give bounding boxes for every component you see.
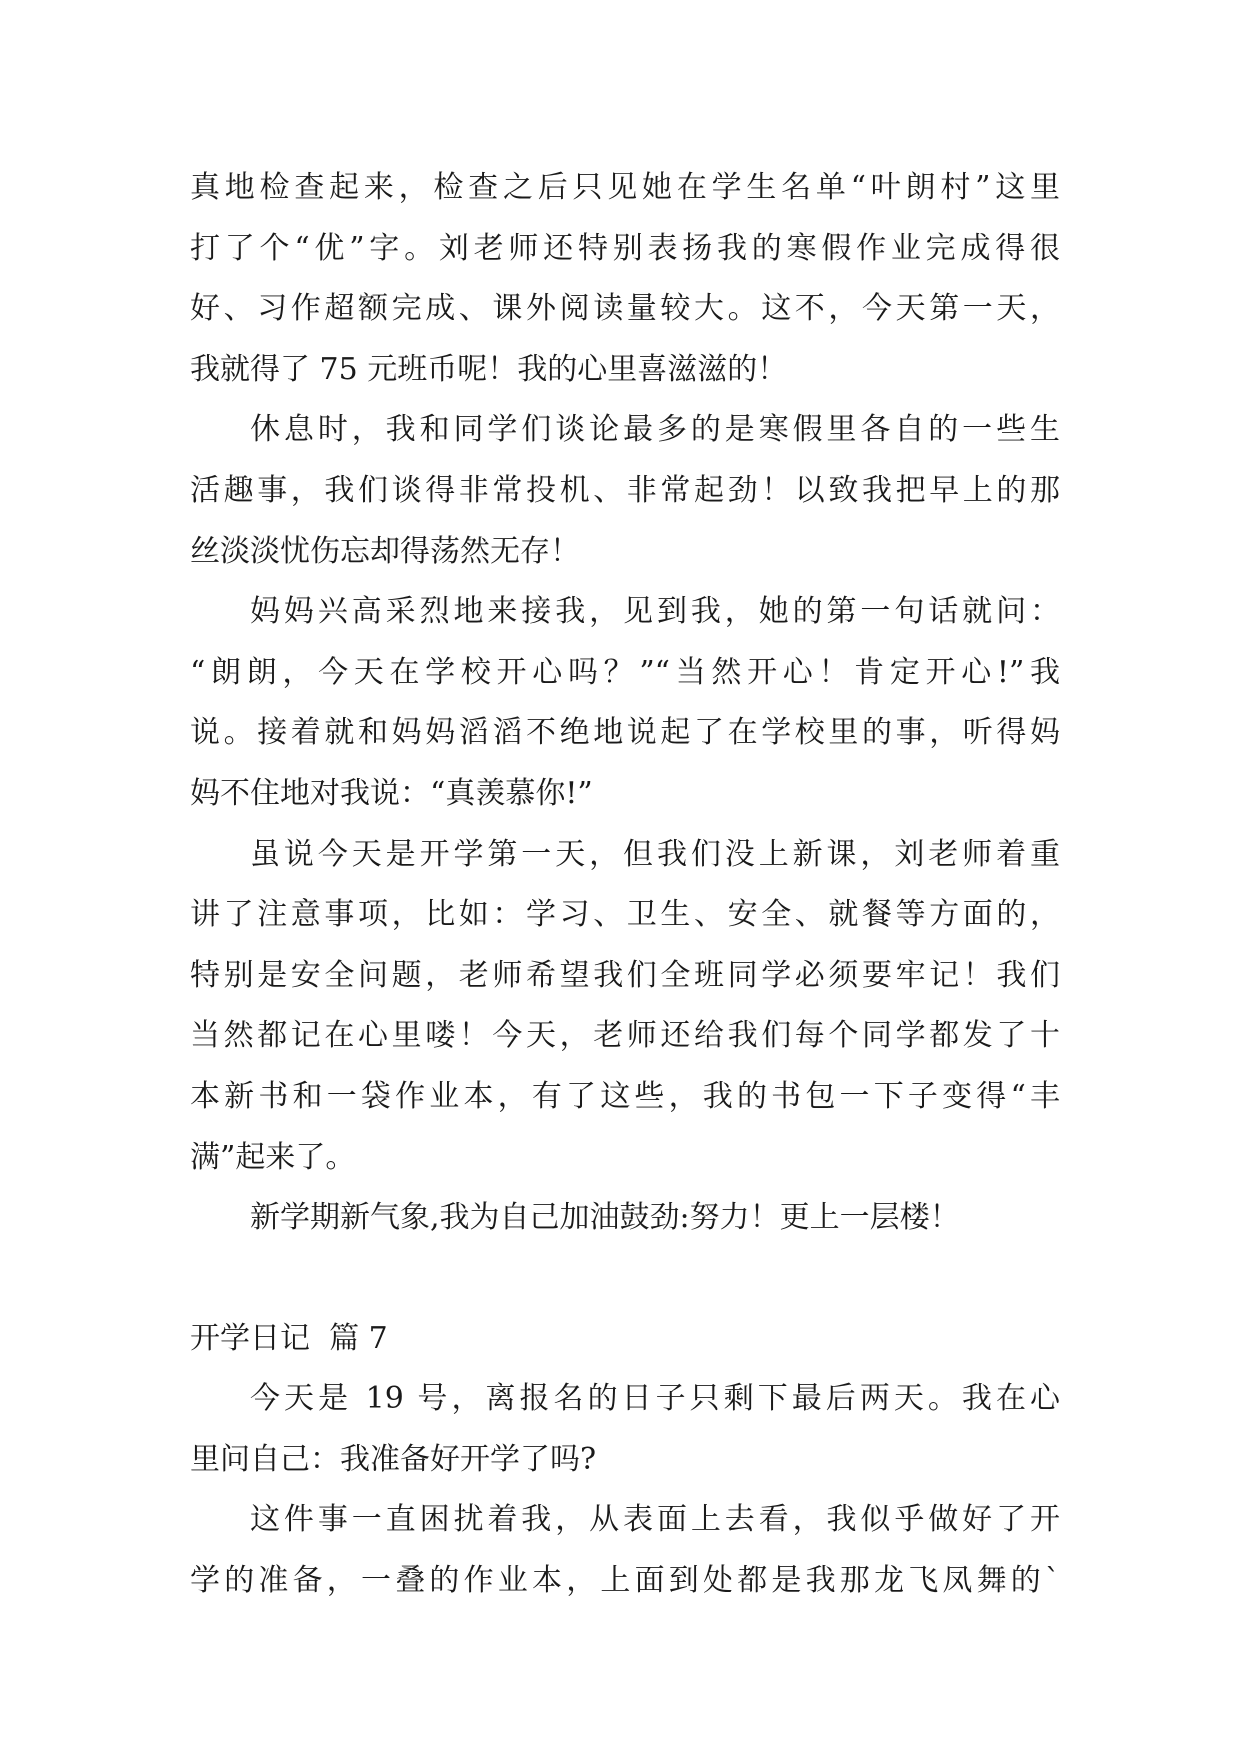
text-line: 打了个“优”字。刘老师还特别表扬我的寒假作业完成得很 [190, 230, 1060, 266]
text-line: 里问自己：我准备好开学了吗? [190, 1441, 597, 1477]
text-line: 今天是 19 号，离报名的日子只剩下最后两天。我在心 [250, 1381, 1060, 1417]
text-line: 新学期新气象,我为自己加油鼓劲:努力！更上一层楼！ [250, 1200, 960, 1236]
text-line: 妈不住地对我说：“真羡慕你!” [190, 775, 593, 811]
text-line: 说。接着就和妈妈滔滔不绝地说起了在学校里的事，听得妈 [190, 715, 1060, 751]
text-line: 讲了注意事项，比如：学习、卫生、安全、就餐等方面的， [190, 897, 1060, 933]
text-line: 活趣事，我们谈得非常投机、非常起劲！以致我把早上的那 [190, 472, 1060, 508]
paragraph [190, 158, 1060, 400]
paragraph [190, 1490, 1060, 1611]
text-line: 学的准备，一叠的作业本，上面到处都是我那龙飞凤舞的` [190, 1563, 1060, 1599]
text-line: 丝淡淡忧伤忘却得荡然无存！ [190, 533, 580, 569]
text-line: 满”起来了。 [190, 1139, 356, 1175]
paragraph [190, 1369, 1060, 1490]
text-line: 好、习作超额完成、课外阅读量较大。这不，今天第一天， [190, 291, 1060, 327]
text-line: 虽说今天是开学第一天，但我们没上新课，刘老师着重 [250, 836, 1060, 872]
text-line: 当然都记在心里喽！今天，老师还给我们每个同学都发了十 [190, 1018, 1060, 1054]
document-body [190, 158, 1060, 1612]
section-spacer [190, 1249, 1060, 1309]
paragraph [190, 1188, 1060, 1249]
text-line: 这件事一直困扰着我，从表面上去看，我似乎做好了开 [250, 1502, 1060, 1538]
paragraph [190, 400, 1060, 582]
text-line: “朗朗，今天在学校开心吗？”“当然开心！肯定开心!”我 [190, 654, 1060, 690]
paragraph [190, 825, 1060, 1189]
paragraph [190, 582, 1060, 824]
text-line: 本新书和一袋作业本，有了这些，我的书包一下子变得“丰 [190, 1078, 1060, 1114]
text-line: 妈妈兴高采烈地来接我，见到我，她的第一句话就问： [250, 594, 1060, 630]
text-line: 我就得了 75 元班币呢！我的心里喜滋滋的！ [190, 351, 788, 387]
text-line: 特别是安全问题，老师希望我们全班同学必须要牢记！我们 [190, 957, 1060, 993]
text-line: 休息时，我和同学们谈论最多的是寒假里各自的一些生 [250, 412, 1060, 448]
text-line: 真地检查起来，检查之后只见她在学生名单“叶朗村”这里 [190, 170, 1060, 205]
section-title: 开学日记 篇 7 [190, 1320, 388, 1356]
